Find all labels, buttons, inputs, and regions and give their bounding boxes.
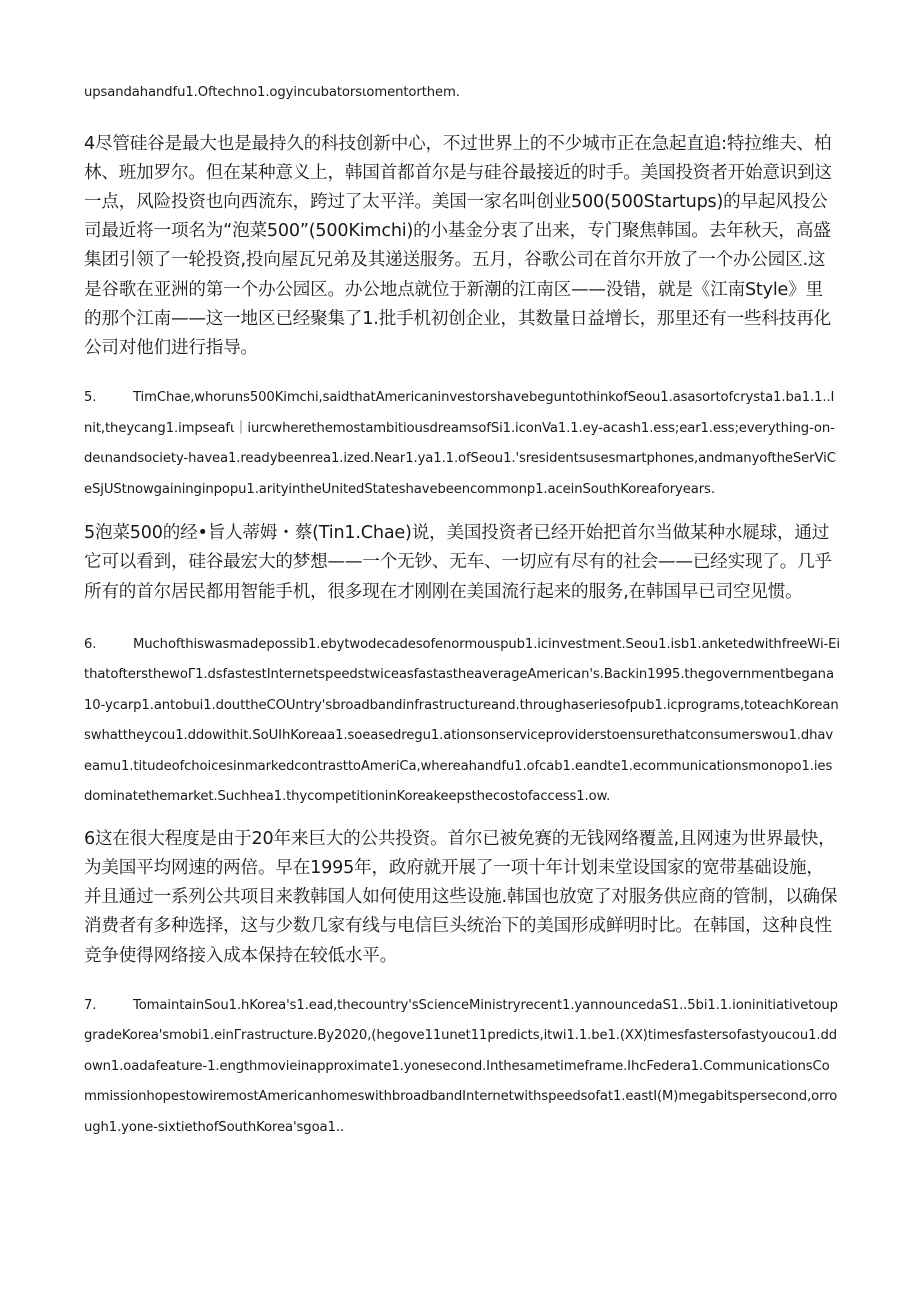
paragraph-en-7 <box>84 991 840 1144</box>
paragraph-en-continued: upsandahandfu1.Oftechno1.ogyincubatorsιomentorthem. <box>84 85 460 100</box>
paragraph-zh-6: 6这在很大程度是由于20年来巨大的公共投资。首尔已被免赛的无钱网络覆盖,且网速为世界最快，为美国平均网速的两倍。早在1995年，政府就开展了一项十年计划耒堂设国家的宽带基础设施，并且通过一系列公共项目来教韩国人如何使用这些设施.韩国也放宽了对服务供应商的管制，以确保消费者有多种选择，这与少数几家有线与电信巨头统治下的美国形成鲜明时比。在韩国，这种良性竞争使得网络接入成本保持在较低水平。 <box>84 828 838 966</box>
paragraph-number: 6. <box>84 636 97 652</box>
paragraph-text: TimChae,whoruns500Kimchi,saidthatAmericaninvestorshavebeguntothinkofSeou1.asasortofcrysta1.ba1.1..Init,theycang1.impseafι｜iurcwherethemostambitiousdreamsofSi1.iconVa1.1.ey-acash1.ess;ear1.ess;everything-on-deιnandsociety-havea1.readybeenrea1.ized.Near1.ya1.1.ofSeou1.'sresidentsusesmartphones,andmanyoftheSerViCeSjUStnowgaininginpopu1.arityintheUnitedStateshavebeencommonp1.aceinSouthKoreaforyears. <box>84 390 836 497</box>
paragraph-text: Muchofthiswasmadepossib1.ebytwodecadesofenormouspub1.icinvestment.Seou1.isb1.anketedwithfreeWi-EithatoftersthewoΓ1.dsfastestInternetspeedstwiceasfastastheaverageAmerican's.Backin1995.thegovernmentbegana10-ycarp1.antobui1.douttheCOUntry'sbroadbandinfrastructureand.throughaseriesofpub1.icprograms,toteachKoreanswhattheycou1.ddowithit.SoUIhKoreaa1.soeasedregu1.ationsonserviceproviderstoensurethatconsumerswou1.dhaveamu1.titudeofchoicesinmarkedcontrasttoAmeriCa,whereahandfu1.ofcab1.eandte1.ecommunicationsmonopo1.iesdominatethemarket.Suchhea1.thycompetitioninKoreakeepsthecostofaccess1.ow. <box>84 636 840 805</box>
paragraph-text: TomaintainSou1.hKorea's1.ead,thecountry'sScienceMinistryrecent1.yannouncedaS1..5bi1.1.ioninitiativetoupgradeKorea'smobi1.einΓrastructure.By2020,(hegove11unet11predicts,itwi1.1.be1.(XX)timesfastersofastyoucou1.ddown1.oadafeature-1.engthmovieinapproximate1.yonesecond.Inthesametimeframe.IhcFedera1.CommunicationsCommissionhopestowiremostAmericanhomeswithbroadbandInternetwithspeedsofat1.eastI(M)megabitspersecond,orrough1.yone-sixtiethofSouthKorea'sgoa1.. <box>84 997 838 1135</box>
paragraph-en-6 <box>84 630 840 813</box>
paragraph-number: 7. <box>84 997 97 1013</box>
paragraph-zh-5: 5泡菜500的经•旨人蒂姆・蔡(Tin1.Chae)说，美国投资者已经开始把首尔当做某种水屣球，通过它可以看到，硅谷最宏大的梦想——一个无钞、无车、一切应有尽有的社会——已经实现了。几乎所有的首尔居民都用智能手机，很多现在才刚刚在美国流行起来的服务,在韩国早已司空见惯。 <box>84 523 832 602</box>
paragraph-number: 5. <box>84 390 97 406</box>
paragraph-zh-4: 4尽管硅谷是最大也是最持久的科技创新中心，不过世界上的不少城市正在急起直追:特拉维夫、柏林、班加罗尔。但在某种意义上，韩国首都首尔是与硅谷最接近的时手。美国投资者开始意识到这一点，风险投资也向西流东，跨过了太平洋。美国一家名叫创业500(500Startups)的早起风投公司最近将一项名为“泡菜500”(500Kimchi)的小基金分衷了出来，专门聚焦韩国。去年秋天，高盛集团引领了一轮投资,投向屋瓦兄弟及其递送服务。五月，谷歌公司在首尔开放了一个办公园区.这是谷歌在亚洲的第一个办公园区。办公地点就位于新潮的江南区——没错，就是《江南Style》里的那个江南——这一地区已经聚集了1.批手机初创企业，其数量日益增长，那里还有一些科技再化公司对他们进行指导。 <box>84 133 832 358</box>
paragraph-en-5 <box>84 383 840 505</box>
